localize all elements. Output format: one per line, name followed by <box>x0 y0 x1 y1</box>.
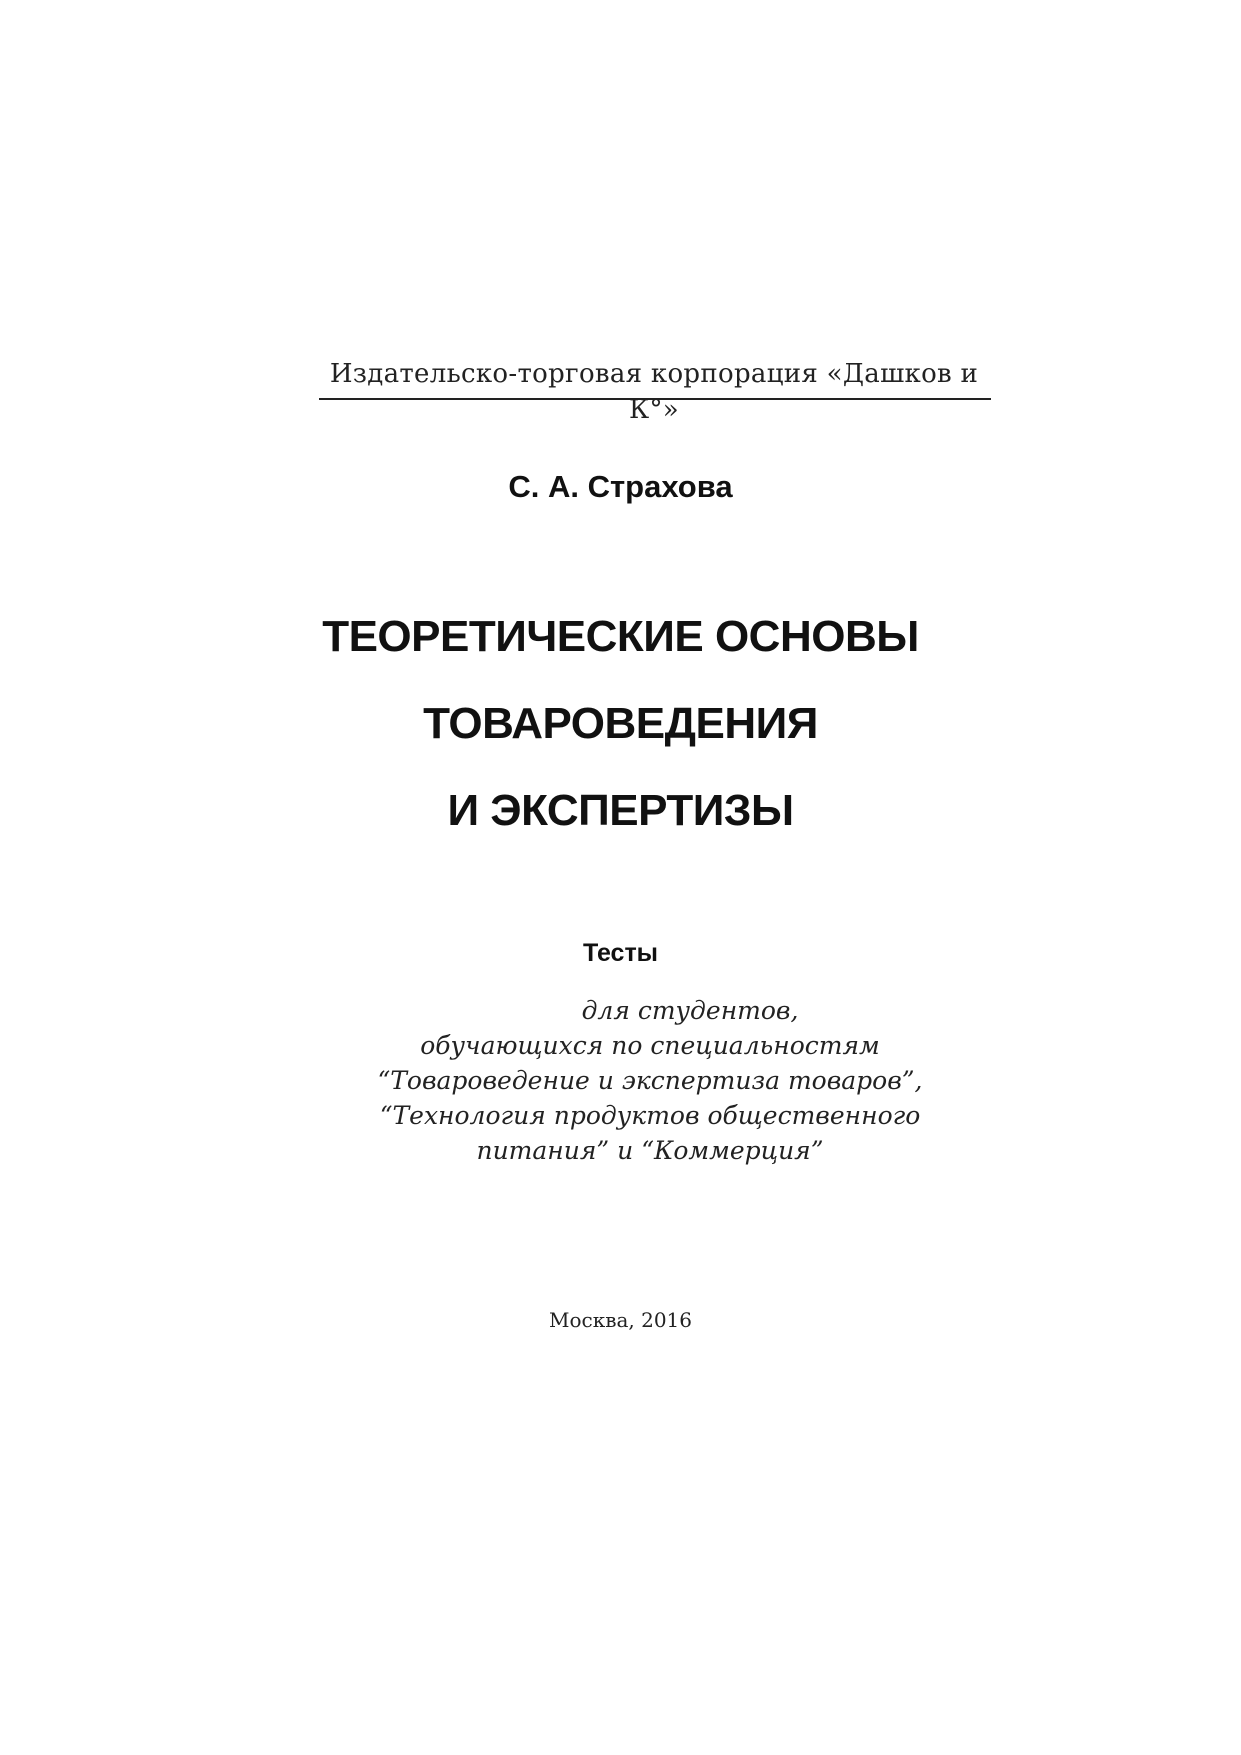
audience-line-1: для студентов, <box>581 996 799 1025</box>
book-title <box>0 593 1241 854</box>
audience-line-3: “Товароведение и экспертиза товаров”, <box>377 1066 923 1095</box>
audience-note <box>340 993 960 1168</box>
audience-line-2: обучающихся по специальностям <box>420 1031 880 1060</box>
book-title-line-3: И ЭКСПЕРТИЗЫ <box>447 786 794 835</box>
imprint-place-year: Москва, 2016 <box>548 1308 693 1332</box>
audience-line-4: “Технология продуктов общественного <box>379 1101 921 1130</box>
book-subtitle: Тесты <box>582 939 659 967</box>
book-title-line-2: ТОВАРОВЕДЕНИЯ <box>423 699 818 748</box>
publisher-name: Издательско-торговая корпорация «Дашков и К°» <box>329 359 979 425</box>
publisher-divider <box>319 398 991 400</box>
book-title-line-1: ТЕОРЕТИЧЕСКИЕ ОСНОВЫ <box>322 612 919 661</box>
audience-line-5: питания” и “Коммерция” <box>476 1136 824 1165</box>
author-name: С. А. Страхова <box>508 469 733 504</box>
